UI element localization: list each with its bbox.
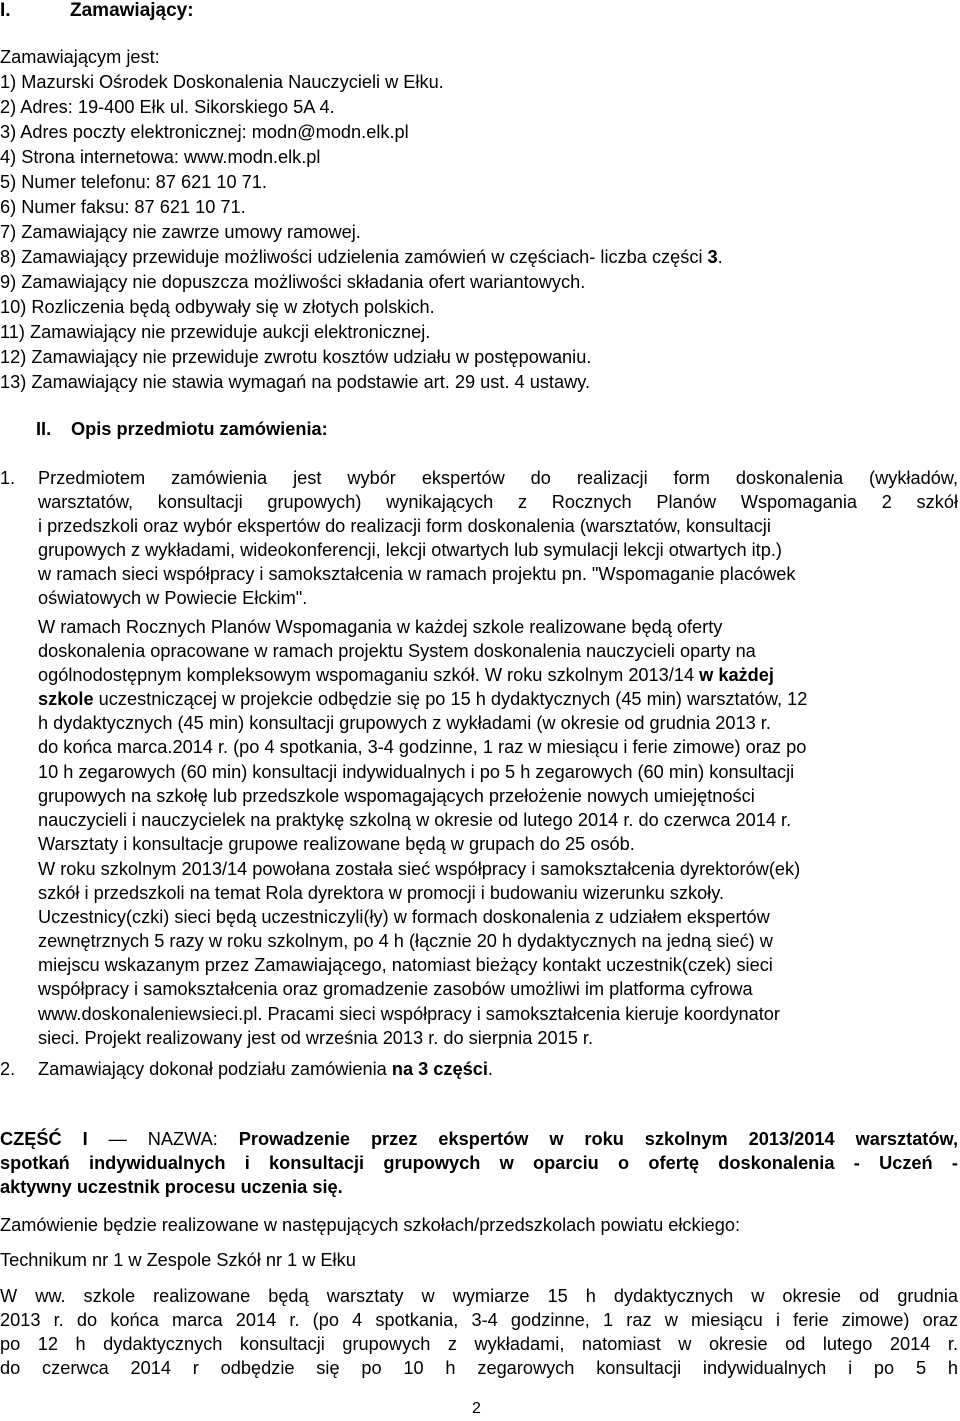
- list-item: 5) Numer telefonu: 87 621 10 71.: [0, 172, 267, 192]
- emphasis-text: na 3 części: [391, 1059, 488, 1079]
- details-line: po 12 h dydaktycznych konsultacji grupowych z wykładami, natomiast w okresie od lutego 2014 r.: [0, 1334, 958, 1354]
- section-2-number: II.: [36, 419, 52, 439]
- list-item: 9) Zamawiający nie dopuszcza możliwości składania ofert wariantowych.: [0, 272, 586, 292]
- section-1-title: Zamawiający:: [70, 0, 194, 21]
- part-heading: [0, 1128, 958, 1150]
- paragraph-line: nauczycieli i nauczycielek na praktykę szkolną w okresie od lutego 2014 r. do czerwca 2014 r.: [38, 810, 792, 830]
- paragraph-line: warsztatów, konsultacji grupowych) wynikających z Rocznych Planów Wspomagania 2 szkół: [38, 492, 958, 512]
- paragraph-line: oświatowych w Powiecie Ełckim".: [38, 588, 308, 608]
- section-2-title: Opis przedmiotu zamówienia:: [71, 419, 328, 439]
- paragraph-line: h dydaktycznych (45 min) konsultacji grupowych z wykładami (w okresie od grudnia 2013 r.: [38, 713, 771, 733]
- part-label: CZĘŚĆ I: [0, 1129, 88, 1149]
- section-1-intro: Zamawiającym jest:: [0, 47, 160, 67]
- paragraph-line: do końca marca.2014 r. (po 4 spotkania, 3-4 godzinne, 1 raz w miesiącu i ferie zimowe) oraz po: [38, 737, 807, 757]
- list-item: 7) Zamawiający nie zawrze umowy ramowej.: [0, 222, 361, 242]
- paragraph-text: ogólnodostępnym kompleksowym wspomaganiu szkół. W roku szkolnym 2013/14: [38, 665, 700, 685]
- paragraph-text: uczestniczącej w projekcie odbędzie się po 15 h dydaktycznych (45 min) warsztatów, 12: [93, 689, 808, 709]
- paragraph-text: Zamawiający dokonał podziału zamówienia: [38, 1059, 392, 1079]
- paragraph-line: Uczestnicy(czki) sieci będą uczestniczyli(ły) w formach doskonalenia z udziałem ekspertów: [38, 907, 770, 927]
- part-title-line: spotkań indywidualnych i konsultacji grupowych w oparciu o ofertę doskonalenia - Uczeń -: [0, 1153, 958, 1173]
- school-name: Technikum nr 1 w Zespole Szkół nr 1 w Ełku: [0, 1250, 356, 1270]
- part-title-line: aktywny uczestnik procesu uczenia się.: [0, 1177, 343, 1197]
- list-item: 6) Numer faksu: 87 621 10 71.: [0, 197, 246, 217]
- paragraph-line: grupowych na szkołę lub przedszkole wspomagających przełożenie nowych umiejętności: [38, 786, 755, 806]
- paragraph-2: [38, 1058, 493, 1080]
- list-item: 2) Adres: 19-400 Ełk ul. Sikorskiego 5A 4.: [0, 97, 335, 117]
- list-item: 13) Zamawiający nie stawia wymagań na podstawie art. 29 ust. 4 ustawy.: [0, 372, 591, 392]
- paragraph-line: sieci. Projekt realizowany jest od września 2013 r. do sierpnia 2015 r.: [38, 1028, 594, 1048]
- paragraph-line: Przedmiotem zamówienia jest wybór ekspertów do realizacji form doskonalenia (wykładów,: [38, 468, 958, 488]
- paragraph-line: doskonalenia opracowane w ramach projektu System doskonalenia nauczycieli oparty na: [38, 641, 756, 661]
- paragraph-line: 10 h zegarowych (60 min) konsultacji indywidualnych i po 5 h zegarowych (60 min) konsultacji: [38, 762, 795, 782]
- details-line: 2013 r. do końca marca 2014 r. (po 4 spotkania, 3-4 godzinne, 1 raz w miesiącu i ferie zimowe) oraz: [0, 1310, 958, 1330]
- part-title: Prowadzenie przez ekspertów w roku szkolnym 2013/2014 warsztatów,: [217, 1129, 958, 1149]
- list-item: 11) Zamawiający nie przewiduje aukcji elektronicznej.: [0, 322, 431, 342]
- schools-intro: Zamówienie będzie realizowane w następujących szkołach/przedszkolach powiatu ełckiego:: [0, 1215, 741, 1235]
- part-dash: —: [87, 1129, 148, 1149]
- list-item: 10) Rozliczenia będą odbywały się w złotych polskich.: [0, 297, 435, 317]
- paragraph-1-number: 1.: [0, 468, 16, 488]
- section-1-number: I.: [0, 0, 11, 21]
- list-item: 4) Strona internetowa: www.modn.elk.pl: [0, 147, 321, 167]
- paragraph-line: współpracy i samokształcenia oraz gromadzenie zasobów umożliwi im platforma cyfrowa: [38, 979, 753, 999]
- part-name-label: NAZWA:: [147, 1129, 218, 1149]
- list-item: 1) Mazurski Ośrodek Doskonalenia Nauczycieli w Ełku.: [0, 72, 444, 92]
- section-2-heading: [36, 418, 328, 440]
- list-item: 12) Zamawiający nie przewiduje zwrotu kosztów udziału w postępowaniu.: [0, 347, 592, 367]
- paragraph-line: miejscu wskazanym przez Zamawiającego, natomiast bieżący kontakt uczestnik(czek) sieci: [38, 955, 773, 975]
- list-item: 3) Adres poczty elektronicznej: modn@modn.elk.pl: [0, 122, 409, 142]
- paragraph-line: grupowych z wykładami, wideokonferencji, lekcji otwartych lub symulacji lekcji otwartych itp.): [38, 540, 782, 560]
- details-line: do czerwca 2014 r odbędzie się po 10 h zegarowych konsultacji indywidualnych i po 5 h: [0, 1358, 958, 1378]
- paragraph-line: szkół i przedszkoli na temat Rola dyrektora w promocji i budowaniu wizerunku szkoły.: [38, 883, 725, 903]
- page-number: 2: [472, 1400, 481, 1417]
- paragraph-line: [38, 688, 807, 710]
- emphasis-text: szkole: [38, 689, 94, 709]
- list-item: 8) Zamawiający przewiduje możliwości udzielenia zamówień w częściach- liczba części 3.: [0, 247, 723, 267]
- paragraph-line: Warsztaty i konsultacje grupowe realizowane będą w grupach do 25 osób.: [38, 834, 635, 854]
- emphasis-text: w każdej: [699, 665, 774, 685]
- paragraph-line: W roku szkolnym 2013/14 powołana została sieć współpracy i samokształcenia dyrektorów(ek): [38, 859, 801, 879]
- paragraph-end: .: [487, 1059, 493, 1079]
- paragraph-line: zewnętrznych 5 razy w roku szkolnym, po 4 h (łącznie 20 h dydaktycznych na jedną sieć) w: [38, 931, 773, 951]
- paragraph-line: W ramach Rocznych Planów Wspomagania w każdej szkole realizowane będą oferty: [38, 617, 723, 637]
- parts-count: 3: [707, 247, 718, 267]
- paragraph-2-number: 2.: [0, 1059, 16, 1079]
- paragraph-line: i przedszkoli oraz wybór ekspertów do realizacji form doskonalenia (warsztatów, konsultacji: [38, 516, 771, 536]
- list-item-text: 8) Zamawiający przewiduje możliwości udzielenia zamówień w częściach- liczba części: [0, 247, 708, 267]
- paragraph-line: [38, 664, 774, 686]
- details-line: W ww. szkole realizowane będą warsztaty w wymiarze 15 h dydaktycznych w okresie od grudnia: [0, 1286, 958, 1306]
- section-1-heading: [0, 0, 194, 22]
- paragraph-line: w ramach sieci współpracy i samokształcenia w ramach projektu pn. "Wspomaganie placówek: [38, 564, 796, 584]
- paragraph-line: www.doskonaleniewsieci.pl. Pracami sieci współpracy i samokształcenia kieruje koordynator: [38, 1004, 780, 1024]
